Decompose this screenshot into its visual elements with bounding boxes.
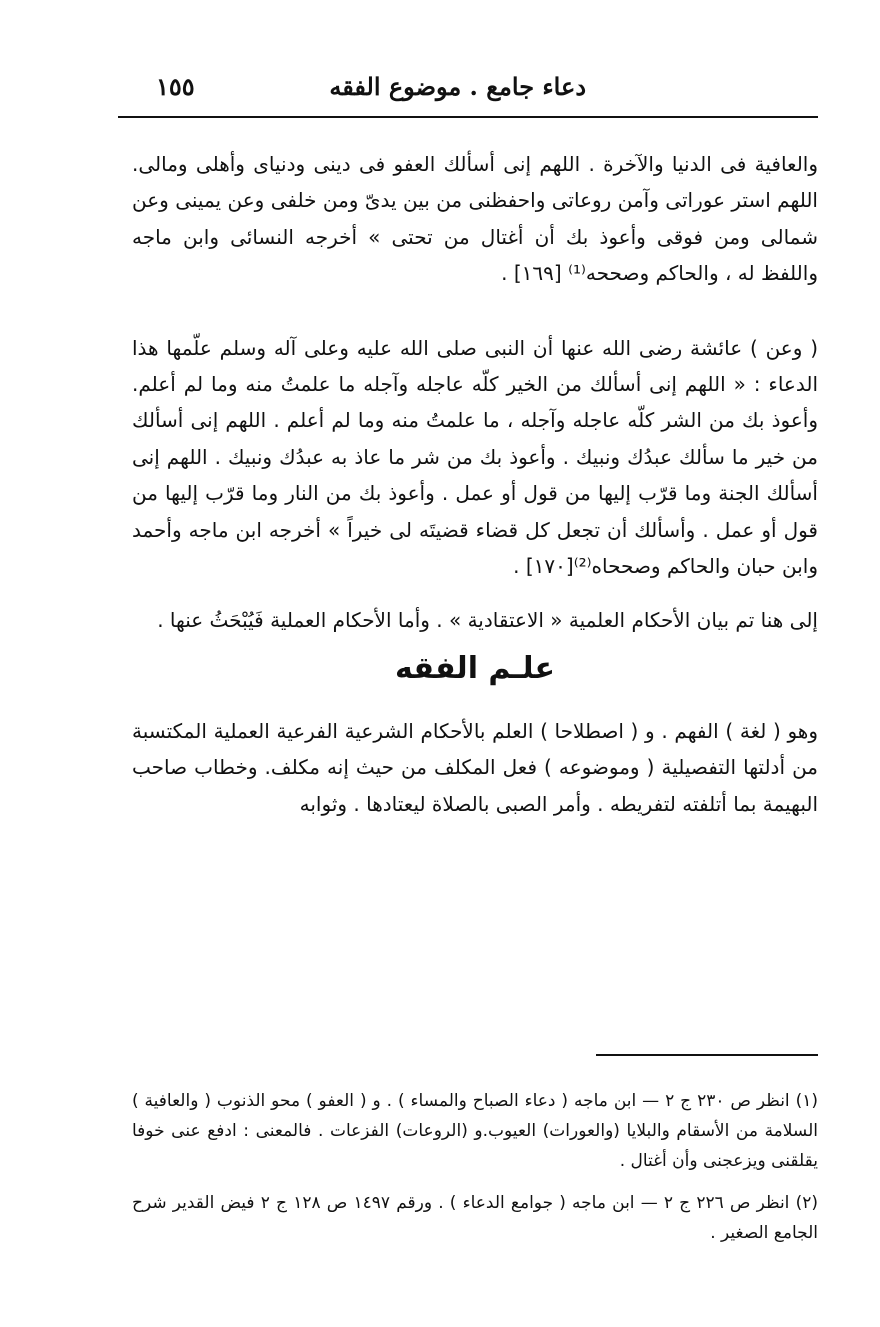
main-text [132, 146, 818, 822]
paragraph-1: والعافية فى الدنيا والآخرة . اللهم إنى أسألك العفو فى دينى ودنياى وأهلى ومالى. اللهم استر عوراتى وآمن روعاتى واحفظنى من بين يدىّ ومن خلفى وعن يمينى وعن شمالى ومن فوقى وأعوذ بك أن أغتال من تحتى » أخرجه النسائى وابن ماجه واللفظ له ، والحاكم وصححه⁽¹⁾ [١٦٩] . [132, 152, 818, 286]
section-title: علـم الفقه [395, 650, 555, 686]
footnote-2: (٢) انظر ص ٢٢٦ ج ٢ — ابن ماجه ( جوامع الدعاء ) . ورقم ١٤٩٧ ص ١٢٨ ج ٢ فيض القدير شرح الجامع الصغير . [132, 1193, 818, 1243]
paragraph-4: وهو ( لغة ) الفهم . و ( اصطلاحا ) العلم بالأحكام الشرعية الفرعية العملية المكتسبة من أدلتها التفصيلية ( وموضوعه ) فعل المكلف من حيث إنه مكلف. وخطاب صاحب البهيمة بما أتلفته لتفريطه . وأمر الصبى بالصلاة ليعتادها . وثوابه [132, 718, 818, 816]
paragraph-3: إلى هنا تم بيان الأحكام العلمية « الاعتقادية » . وأما الأحكام العملية فَيُبْحَثُ عنها . [157, 608, 818, 633]
footnotes [132, 1086, 818, 1248]
running-title: دعاء جامع . موضوع الفقه [329, 72, 586, 101]
page-number: ١٥٥ [156, 72, 195, 101]
footnote-divider [596, 1054, 818, 1056]
footnote-1: (١) انظر ص ٢٣٠ ج ٢ — ابن ماجه ( دعاء الصباح والمساء ) . و ( العفو ) محو الذنوب ( والعافية ) السلامة من الأسقام والبلايا (والعورات) العيوب.و (الروعات) الفزعات . فالمعنى : ادفع عنى خوفا يقلقنى ويزعجنى وأن أغتال . [132, 1091, 818, 1171]
paragraph-2: ( وعن ) عائشة رضى الله عنها أن النبى صلى الله عليه وعلى آله وسلم علّمها هذا الدعاء : « اللهم إنى أسألك من الخير كلّه عاجله وآجله ما علمتُ منه وما لم أعلم. وأعوذ بك من الشر كلّه عاجله وآجله ، ما علمتُ منه وما لم أعلم . اللهم إنى أسألك من خير ما سألك عبدُك ونبيك . وأعوذ بك من شر ما عاذ به عبدُك ونبيك . اللهم إنى أسألك الجنة وما قرّب إليها من قول أو عمل . وأعوذ بك من النار وما قرّب إليها من قول أو عمل . وأسألك أن تجعل كل قضاء قضيتَه لى خيراً » أخرجه ابن ماجه وأحمد وابن حبان والحاكم وصححاه⁽²⁾[١٧٠] . [132, 335, 818, 579]
header-divider [118, 116, 818, 118]
page-header [118, 68, 818, 108]
